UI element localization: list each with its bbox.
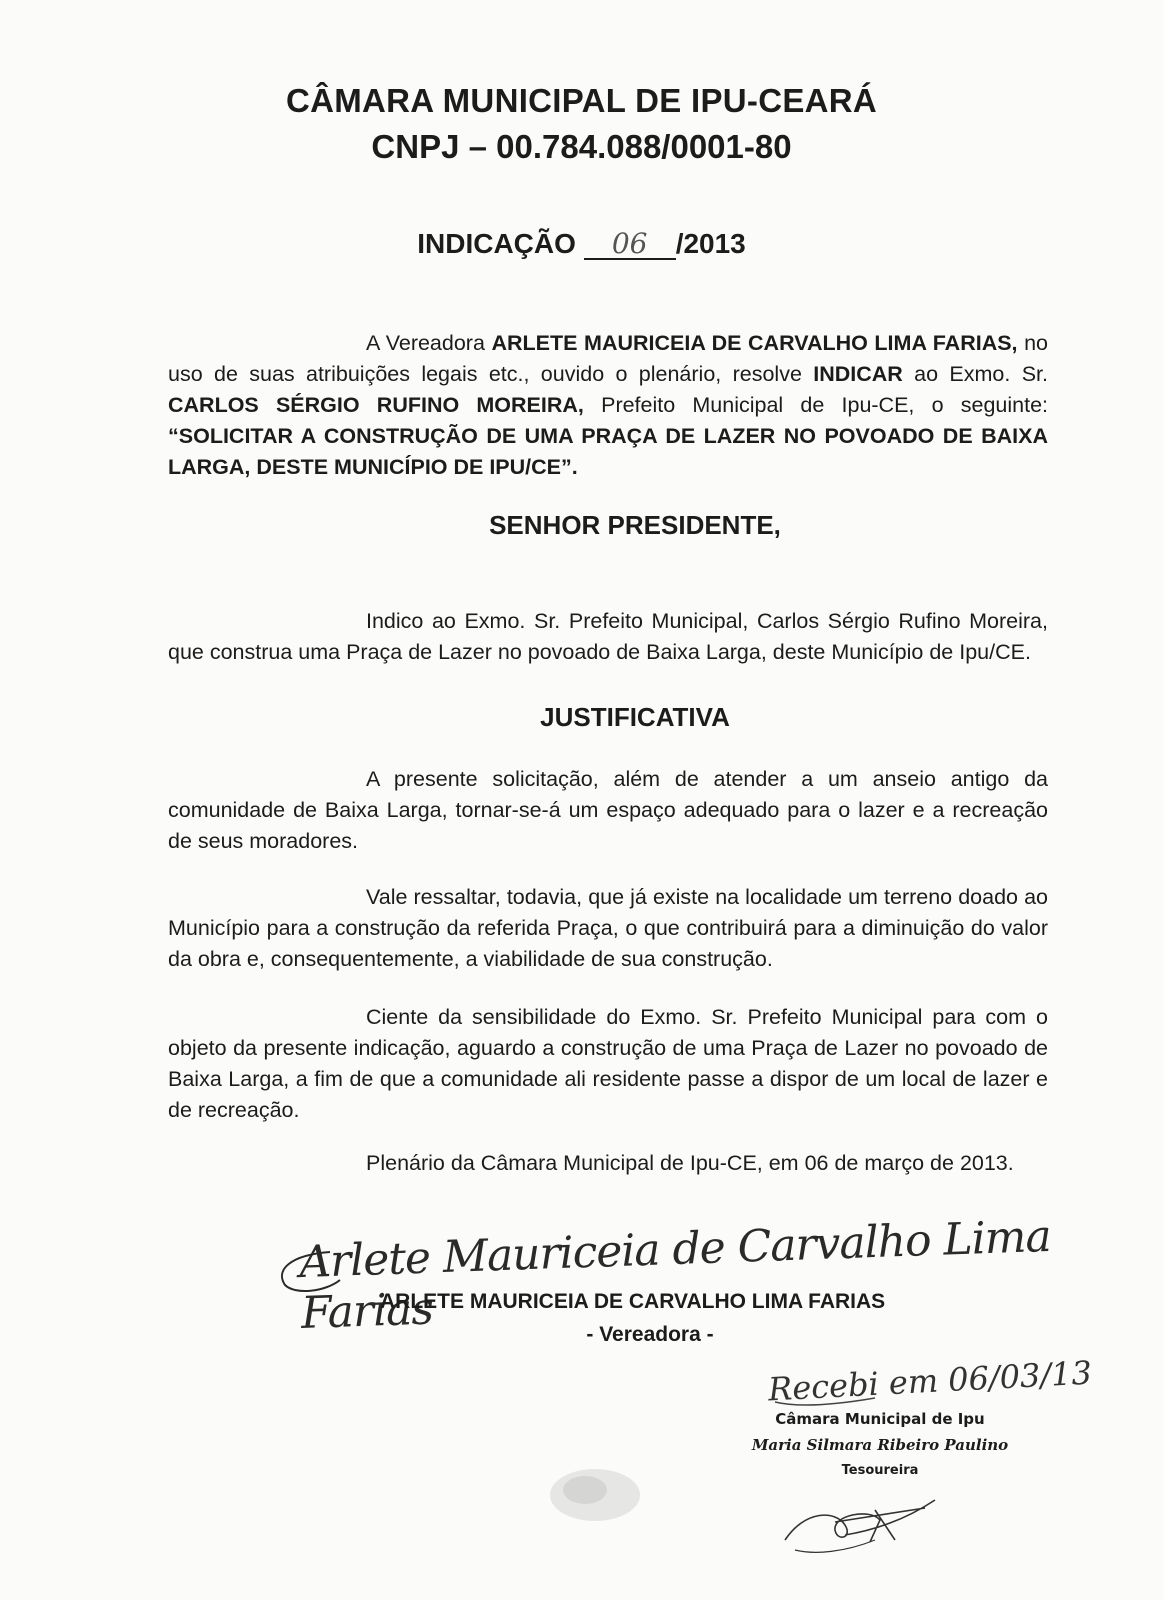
indicacao-number: 06 [584, 230, 676, 260]
intro-text-4: Prefeito Municipal de Ipu-CE, o seguinte: [583, 393, 1049, 417]
indico-text: Indico ao Exmo. Sr. Prefeito Municipal, Carlos Sérgio Rufino Moreira, que construa uma Praça de Lazer no povoado de Baixa Larga, deste Município de Ipu/CE. [168, 609, 1048, 664]
closing-paragraph [168, 1148, 1048, 1179]
solicitacao-text: “SOLICITAR A CONSTRUÇÃO DE UMA PRAÇA DE LAZER NO POVOADO DE BAIXA LARGA, DESTE MUNICÍPIO DE IPU/CE”. [168, 424, 1048, 479]
indicacao-label: INDICAÇÃO [417, 228, 576, 259]
justificativa-text-2: Vale ressaltar, todavia, que já existe na localidade um terreno doado ao Município para a construção da referida Praça, o que contribuirá para a diminuição do valor da obra e, consequentemente, a viabilidade de sua construção. [168, 885, 1048, 971]
indico-paragraph [168, 606, 1048, 668]
justificativa-heading: JUSTIFICATIVA [540, 702, 730, 732]
justificativa-paragraph-3 [168, 1002, 1048, 1126]
receipt-handwriting: Recebi em 06/03/13 [767, 1353, 1093, 1409]
treasurer-signature-icon [775, 1480, 955, 1560]
intro-text-2: no uso de suas atribuições legais etc., ouvido o plenário, resolve [168, 331, 1049, 386]
signatory-role: - Vereadora - [586, 1323, 714, 1346]
stamp-treasurer-role: Tesoureira [841, 1463, 919, 1478]
handwritten-signature: Arlete Mauriceia de Carvalho Lima Farias [298, 1210, 1052, 1340]
justificativa-paragraph-2 [168, 882, 1048, 975]
indicacao-year: /2013 [675, 228, 746, 259]
receipt-underline-icon [770, 1390, 880, 1410]
indicacao-heading [0, 228, 1163, 260]
signatory-name: ARLETE MAURICEIA DE CARVALHO LIMA FARIAS [380, 1290, 886, 1313]
justificativa-text-3: Ciente da sensibilidade do Exmo. Sr. Prefeito Municipal para com o objeto da presente indicação, aguardo a construção de uma Praça de Lazer no povoado de Baixa Larga, a fim de que a comunidade ali residente passe a dispor de um local de lazer e de recreação. [168, 1005, 1048, 1122]
intro-text-3: ao Exmo. Sr. [902, 362, 1048, 386]
cnpj-line: CNPJ – 00.784.088/0001-80 [371, 128, 792, 165]
intro-text-1: A Vereadora [366, 331, 492, 355]
vereadora-name: ARLETE MAURICEIA DE CARVALHO LIMA FARIAS, [491, 331, 1018, 355]
indicar-word: INDICAR [813, 362, 903, 386]
justificativa-paragraph-1 [168, 764, 1048, 857]
signature-flourish-icon [270, 1240, 390, 1300]
closing-text: Plenário da Câmara Municipal de Ipu-CE, em 06 de março de 2013. [366, 1151, 1014, 1175]
stamp-treasurer-name: Maria Silmara Ribeiro Paulino [751, 1436, 1009, 1454]
senhor-presidente-heading: SENHOR PRESIDENTE, [489, 510, 781, 540]
justificativa-text-1: A presente solicitação, além de atender a um anseio antigo da comunidade de Baixa Larga, tornar-se-á um espaço adequado para o lazer e a recreação de seus moradores. [168, 767, 1048, 853]
ink-smudge-icon [540, 1460, 650, 1530]
stamp-chamber-name: Câmara Municipal de Ipu [775, 1410, 985, 1428]
intro-paragraph [168, 328, 1048, 483]
prefeito-name: CARLOS SÉRGIO RUFINO MOREIRA, [168, 393, 584, 417]
chamber-title: CÂMARA MUNICIPAL DE IPU-CEARÁ [285, 82, 878, 119]
